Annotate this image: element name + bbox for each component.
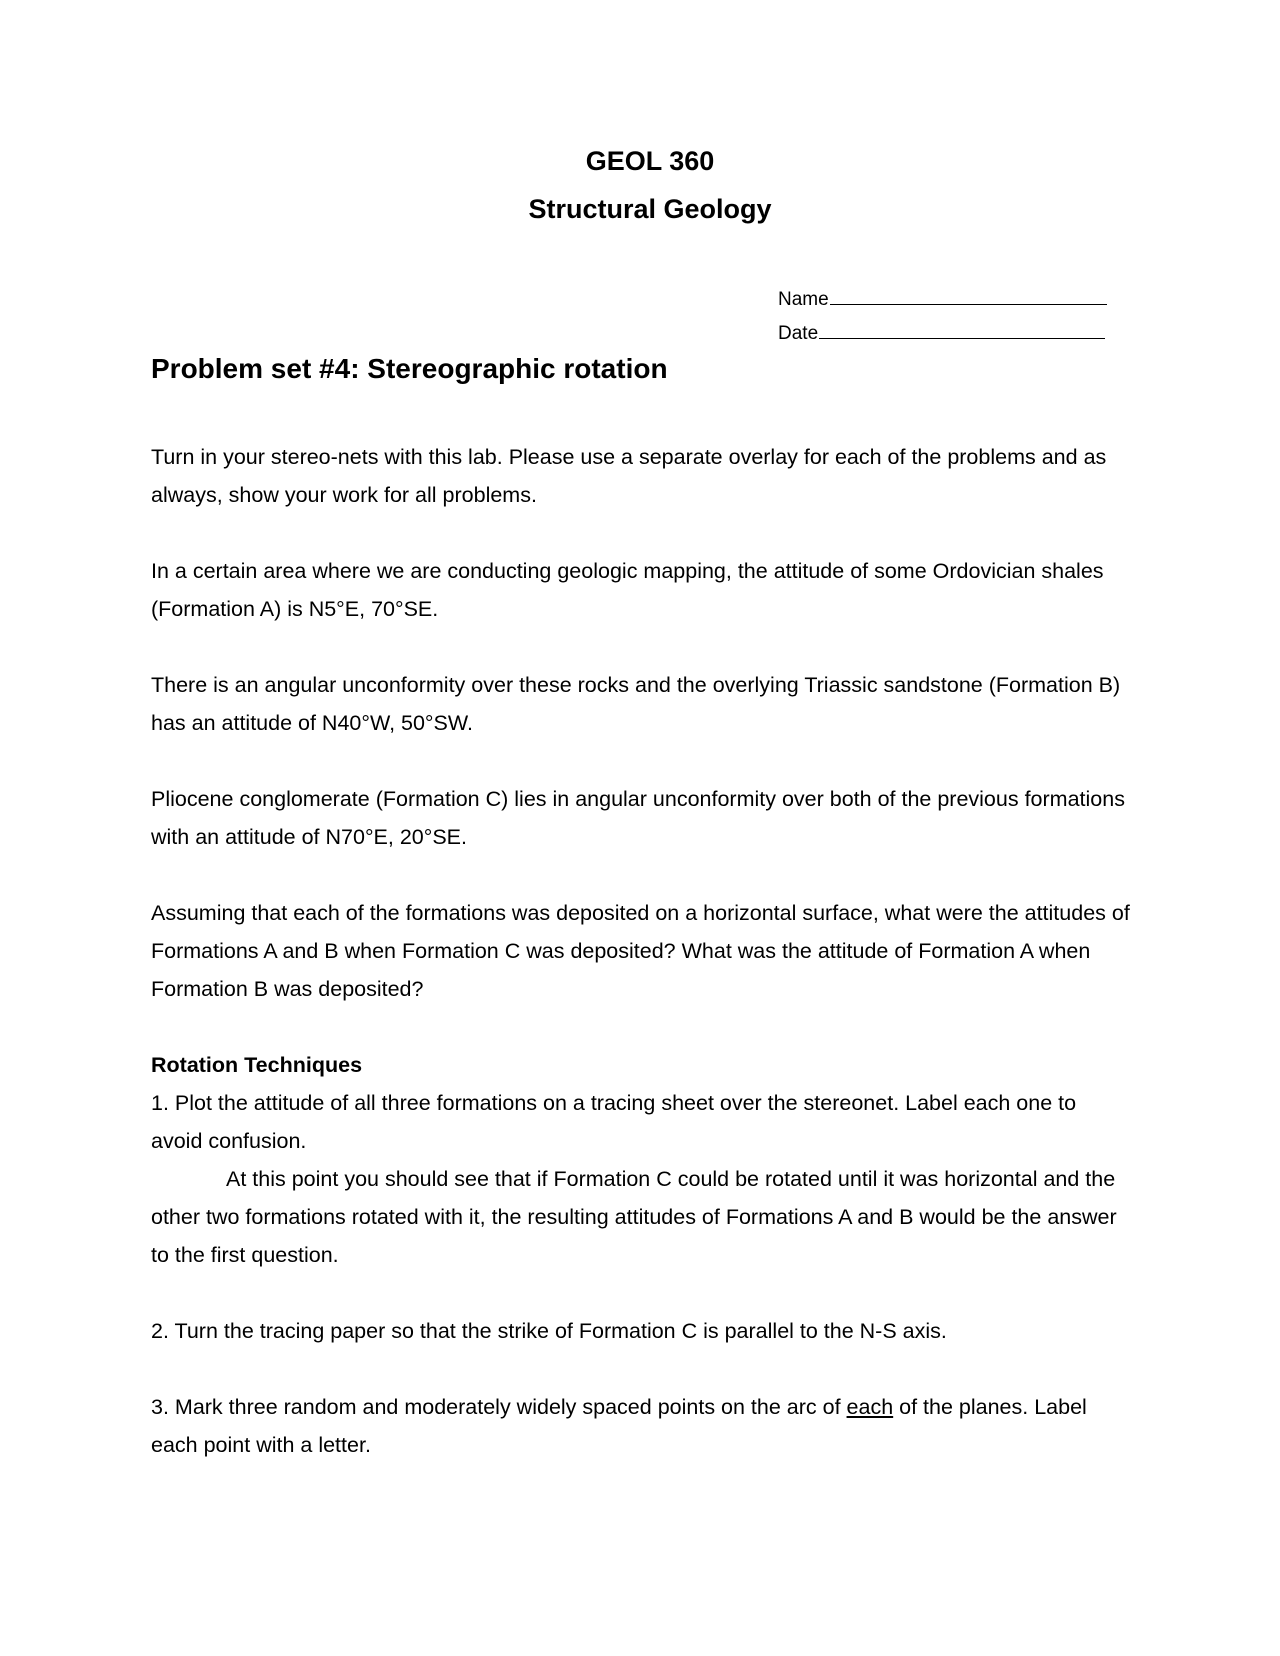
date-field[interactable] [778, 320, 1105, 345]
date-label: Date [778, 323, 819, 344]
course-name: Structural Geology [528, 194, 772, 224]
step-3 [151, 1388, 1131, 1464]
step-1: 1. Plot the attitude of all three formations on a tracing sheet over the stereonet. Label each one to avoid confusion. [151, 1091, 1077, 1153]
name-label: Name [778, 289, 829, 310]
document-body [151, 438, 1131, 1502]
step-3-text-end: of the planes. Label each point with a letter. [151, 1395, 1087, 1457]
problem-title: Problem set #4: Stereographic rotation [151, 353, 668, 384]
formation-c-paragraph: Pliocene conglomerate (Formation C) lies in angular unconformity over both of the previous formations with an attitude of N70°E, 20°SE. [151, 787, 1125, 849]
date-blank[interactable] [819, 320, 1105, 339]
step-1-note: At this point you should see that if Formation C could be rotated until it was horizontal and the other two formations rotated with it, the resulting attitudes of Formations A and B would be the answer to the first question. [151, 1167, 1117, 1267]
question-paragraph: Assuming that each of the formations was deposited on a horizontal surface, what were the attitudes of Formations A and B when Formation C was deposited? What was the attitude of Formation A when Formation B was deposited? [151, 901, 1130, 1001]
rotation-heading: Rotation Techniques [151, 1053, 363, 1077]
formation-b-paragraph: There is an angular unconformity over these rocks and the overlying Triassic sandstone (Formation B) has an attitude of N40°W, 50°SW. [151, 673, 1121, 735]
name-field[interactable] [778, 286, 1107, 311]
step-3-text-start: 3. Mark three random and moderately widely spaced points on the arc of [151, 1395, 847, 1419]
name-blank[interactable] [830, 286, 1107, 305]
step-3-emphasis: each [846, 1395, 894, 1419]
step-2: 2. Turn the tracing paper so that the strike of Formation C is parallel to the N-S axis. [151, 1319, 947, 1343]
course-code: GEOL 360 [585, 146, 715, 176]
formation-a-paragraph: In a certain area where we are conducting geologic mapping, the attitude of some Ordovician shales (Formation A) is N5°E, 70°SE. [151, 559, 1104, 621]
instructions-paragraph: Turn in your stereo-nets with this lab. Please use a separate overlay for each of the problems and as always, show your work for all problems. [151, 445, 1107, 507]
